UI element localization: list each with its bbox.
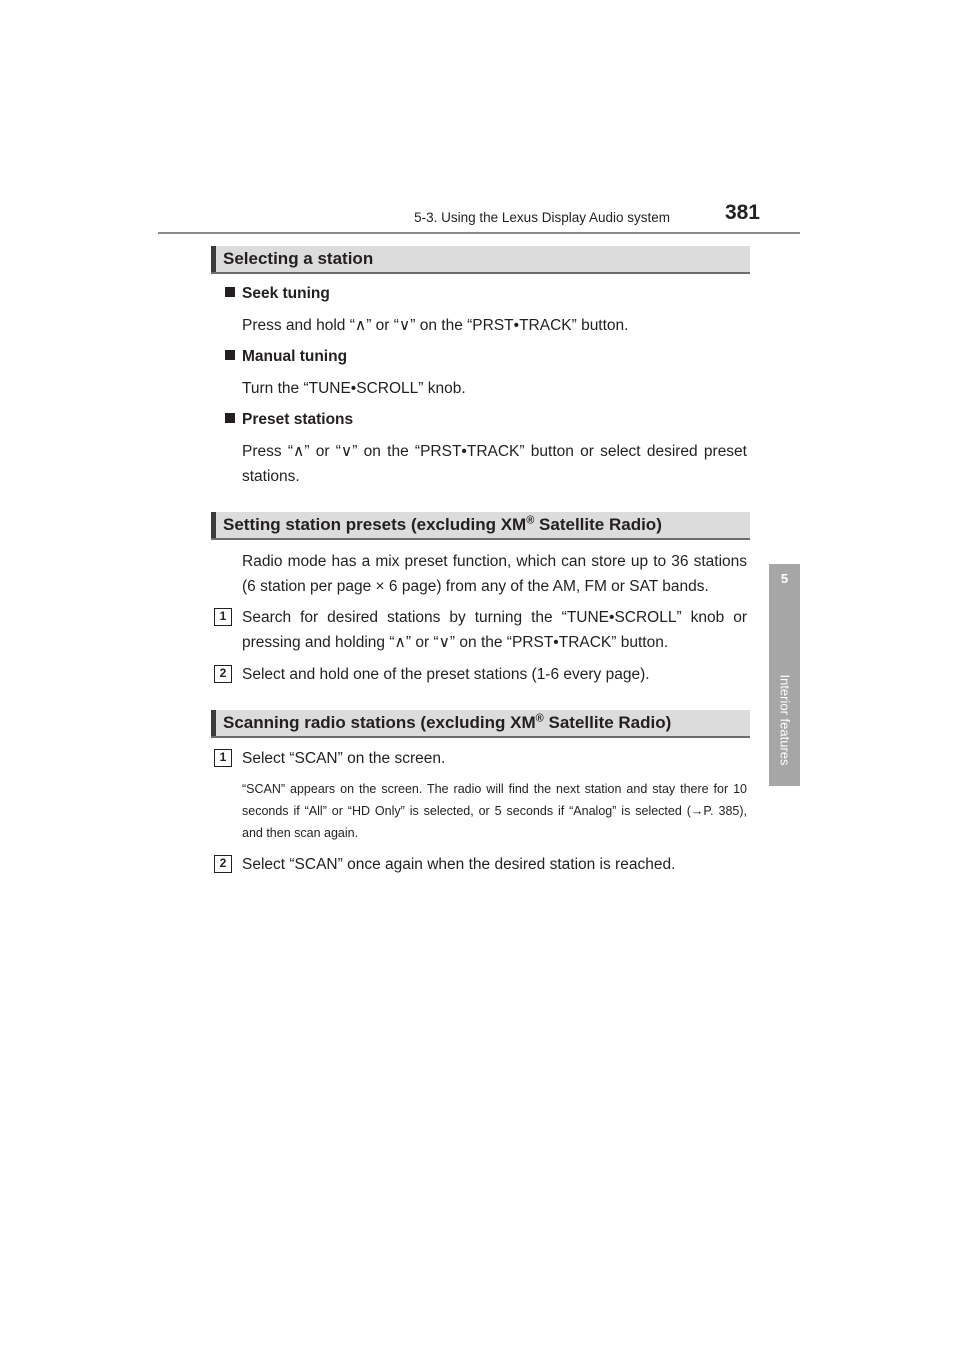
section-bar-selecting [211, 246, 750, 274]
sub-heading-preset: Preset stations [225, 411, 353, 429]
section-bar-scanning [211, 710, 750, 738]
step-text: Select “SCAN” on the screen. [242, 750, 446, 767]
note-text: “SCAN” appears on the screen. The radio will find the next station and stay there for 10 seconds if “All” or “HD Only” is selected, or 5 seconds if “Analog” is selected (→P. 385), and then scan again. [242, 782, 747, 840]
section-title: Selecting a station [223, 249, 374, 268]
step-text: Search for desired stations by turning the “TUNE•SCROLL” knob or pressing and holding “∧” or “∨” on the “PRST•TRACK” button. [242, 609, 747, 651]
header-rule [158, 232, 800, 234]
page-number: 381 [724, 201, 760, 224]
chapter-number: 5 [780, 571, 789, 586]
section-title: Setting station presets (excluding XM® Satellite Radio) [223, 514, 662, 534]
square-bullet-icon [225, 287, 235, 297]
chapter-label: Interior features [777, 674, 793, 766]
step-badge: 1 [214, 749, 232, 767]
section-bar-presets [211, 512, 750, 540]
step-badge: 1 [214, 608, 232, 626]
sub-heading-manual: Manual tuning [225, 348, 347, 366]
body-text-seek: Press and hold “∧” or “∨” on the “PRST•TRACK” button. [242, 317, 629, 334]
step-badge: 2 [214, 665, 232, 683]
header-section-title: 5-3. Using the Lexus Display Audio system [414, 210, 670, 225]
body-text-preset: Press “∧” or “∨” on the “PRST•TRACK” button or select desired preset stations. [242, 443, 747, 485]
square-bullet-icon [225, 350, 235, 360]
square-bullet-icon [225, 413, 235, 423]
body-text-manual: Turn the “TUNE•SCROLL” knob. [242, 380, 466, 397]
step-text: Select “SCAN” once again when the desired station is reached. [242, 856, 676, 873]
sub-heading-seek: Seek tuning [225, 285, 330, 303]
section-title: Scanning radio stations (excluding XM® Satellite Radio) [223, 712, 672, 732]
body-text-presets-intro: Radio mode has a mix preset function, which can store up to 36 stations (6 station per page × 6 page) from any of the AM, FM or SAT bands. [242, 553, 747, 595]
step-text: Select and hold one of the preset stations (1-6 every page). [242, 666, 650, 683]
step-badge: 2 [214, 855, 232, 873]
